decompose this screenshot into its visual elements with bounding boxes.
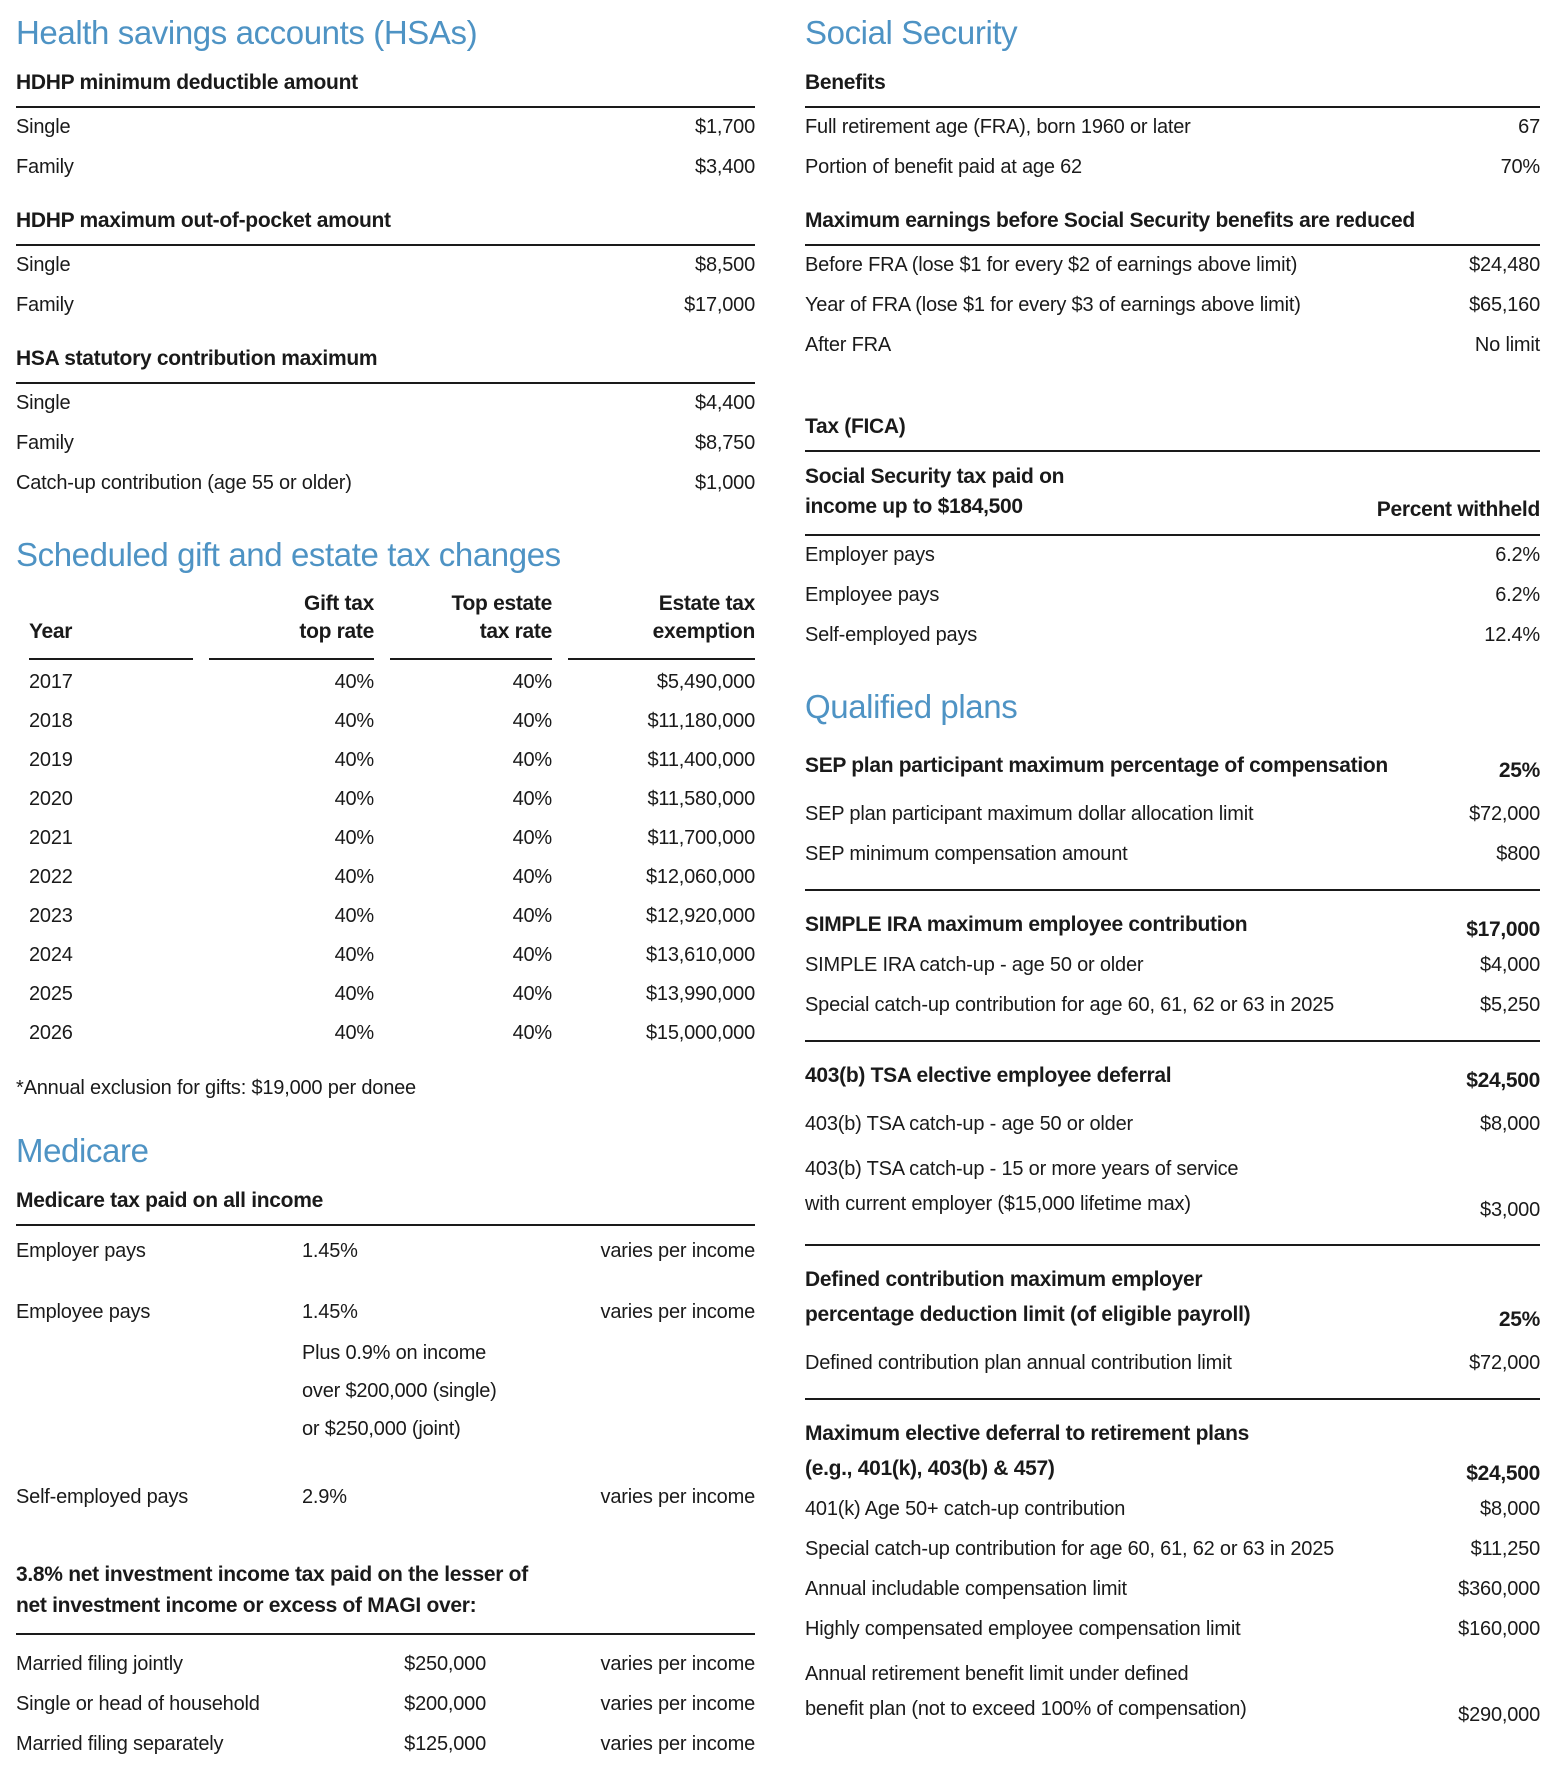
column-header-year: Year: [29, 590, 193, 660]
group-header-row: [805, 1058, 1540, 1093]
row-label: Special catch-up contribution for age 60, 61, 62 or 63 in 2025: [805, 994, 1335, 1016]
row-note: varies per income: [600, 1693, 755, 1715]
group-header-row: [805, 907, 1540, 942]
gift-rate: 40%: [334, 905, 374, 927]
table-row: [29, 660, 755, 702]
hsa-group-statutory: [16, 346, 755, 504]
hsa-group-heading: HDHP minimum deductible amount: [16, 70, 755, 108]
hsa-group-heading: HSA statutory contribution maximum: [16, 346, 755, 384]
table-row: [805, 616, 1540, 656]
hsa-section-title: Health savings accounts (HSAs): [16, 14, 478, 51]
group-rows: [805, 795, 1540, 875]
table-row: [29, 780, 755, 819]
group-rows: [805, 946, 1540, 1026]
table-row: [16, 246, 755, 286]
rate-value: 1.45%: [302, 1240, 358, 1262]
group-header-label: Maximum elective deferral to retirement plans (e.g., 401(k), 403(b) & 457): [805, 1422, 1249, 1480]
exemption: $5,490,000: [656, 671, 755, 693]
table-row: [29, 1014, 755, 1053]
hsa-group-hdhp-max: [16, 208, 755, 326]
row-label: Portion of benefit paid at age 62: [805, 156, 1082, 178]
row-note: varies per income: [600, 1486, 755, 1508]
row-label: Annual includable compensation limit: [805, 1578, 1127, 1600]
row-label: Highly compensated employee compensation limit: [805, 1618, 1241, 1640]
table-row: [16, 1725, 755, 1765]
row-value: $72,000: [1469, 1352, 1540, 1374]
row-label: Employee pays: [16, 1301, 151, 1323]
row-value: 6.2%: [1495, 544, 1540, 566]
gift-rate: 40%: [334, 827, 374, 849]
table-row: [805, 108, 1540, 148]
year: 2024: [29, 944, 73, 966]
qp-group-403b: [805, 1040, 1540, 1230]
row-label: Single: [16, 392, 71, 414]
row-value: $3,000: [1480, 1199, 1540, 1221]
row-value: $4,000: [1480, 954, 1540, 976]
year: 2017: [29, 671, 73, 693]
estate-rate: 40%: [512, 788, 552, 810]
row-label: Employer pays: [16, 1240, 146, 1262]
row-value: $8,000: [1480, 1113, 1540, 1135]
table-row: [29, 975, 755, 1014]
medicare-subtitle: Medicare tax paid on all income: [16, 1188, 755, 1226]
table-row: [16, 108, 755, 148]
exemption: $11,400,000: [647, 749, 755, 771]
table-row: [29, 897, 755, 936]
row-label: Family: [16, 294, 74, 316]
table-row: [16, 1226, 755, 1287]
row-value: 67: [1518, 116, 1540, 138]
table-row: [805, 286, 1540, 326]
gift-rate: 40%: [334, 866, 374, 888]
left-column: [16, 12, 755, 1765]
estate-rate: 40%: [512, 944, 552, 966]
row-value: $1,000: [695, 472, 755, 494]
niit-table: [16, 1645, 755, 1765]
row-value: $8,500: [695, 254, 755, 276]
exemption: $12,920,000: [645, 905, 755, 927]
table-row: [805, 1530, 1540, 1570]
fica-column-value: Percent withheld: [1376, 498, 1540, 521]
hsa-group-hdhp-min: [16, 70, 755, 188]
group-header-value: $17,000: [1466, 918, 1540, 941]
qp-group-sep: [805, 748, 1540, 875]
table-row: [805, 1650, 1540, 1735]
exemption: $13,990,000: [645, 983, 755, 1005]
row-value: $360,000: [1458, 1578, 1540, 1600]
fica-table-header: [805, 452, 1540, 536]
year: 2021: [29, 827, 73, 849]
row-label: SEP plan participant maximum dollar allocation limit: [805, 803, 1254, 825]
year: 2022: [29, 866, 73, 888]
year: 2019: [29, 749, 73, 771]
row-label: Annual retirement benefit limit under defined benefit plan (not to exceed 100% of compensation): [805, 1663, 1247, 1720]
row-label: 403(b) TSA catch-up - age 50 or older: [805, 1113, 1133, 1135]
gift-exclusion-footnote: *Annual exclusion for gifts: $19,000 per donee: [16, 1077, 416, 1099]
row-label: SIMPLE IRA catch-up - age 50 or older: [805, 954, 1144, 976]
group-header-label: SEP plan participant maximum percentage of compensation: [805, 754, 1388, 777]
surtax-note: Plus 0.9% on income over $200,000 (single) or $250,000 (joint): [302, 1342, 497, 1440]
year: 2025: [29, 983, 73, 1005]
estate-rate: 40%: [512, 827, 552, 849]
table-row: [16, 384, 755, 424]
row-label: Full retirement age (FRA), born 1960 or later: [805, 116, 1191, 138]
column-header-estate-rate: Top estate tax rate: [390, 590, 552, 660]
group-rows: [805, 1105, 1540, 1230]
table-row: [805, 986, 1540, 1026]
year: 2023: [29, 905, 73, 927]
estate-rate: 40%: [512, 983, 552, 1005]
table-row: [805, 326, 1540, 366]
row-value: $5,250: [1480, 994, 1540, 1016]
row-label: Family: [16, 156, 74, 178]
row-label: Catch-up contribution (age 55 or older): [16, 472, 352, 494]
table-row: [805, 1490, 1540, 1530]
gift-estate-table: [29, 590, 755, 1053]
row-value: $24,480: [1469, 254, 1540, 276]
row-note: varies per income: [600, 1240, 755, 1262]
row-label: Before FRA (lose $1 for every $2 of earnings above limit): [805, 254, 1298, 276]
group-header-value: 25%: [1498, 759, 1540, 782]
qp-group-simple-ira: [805, 889, 1540, 1026]
row-label: Special catch-up contribution for age 60, 61, 62 or 63 in 2025: [805, 1538, 1335, 1560]
exemption: $11,180,000: [647, 710, 755, 732]
table-row: [16, 1645, 755, 1685]
right-column: [805, 12, 1540, 1765]
row-label: Married filing separately: [16, 1733, 224, 1755]
row-value: $4,400: [695, 392, 755, 414]
table-row: [805, 246, 1540, 286]
fica-column-label: Social Security tax paid on income up to $184,500: [805, 465, 1065, 518]
threshold-value: $250,000: [404, 1653, 486, 1675]
estate-rate: 40%: [512, 866, 552, 888]
table-row: [29, 702, 755, 741]
group-header-label: Defined contribution maximum employer percentage deduction limit (of eligible payroll): [805, 1268, 1251, 1326]
group-rows: [805, 1344, 1540, 1384]
row-label: Family: [16, 432, 74, 454]
gift-estate-table-header: [29, 590, 755, 660]
max-earnings-heading: Maximum earnings before Social Security benefits are reduced: [805, 208, 1540, 246]
estate-rate: 40%: [512, 671, 552, 693]
fica-heading: Tax (FICA): [805, 414, 1540, 452]
row-label: Self-employed pays: [16, 1486, 189, 1508]
table-row: [805, 1610, 1540, 1650]
row-label: Married filing jointly: [16, 1653, 183, 1675]
gift-rate: 40%: [334, 671, 374, 693]
table-row: [805, 576, 1540, 616]
exemption: $11,700,000: [647, 827, 755, 849]
table-row: [805, 1344, 1540, 1384]
row-value: $3,400: [695, 156, 755, 178]
row-note: varies per income: [600, 1733, 755, 1755]
row-value: $8,000: [1480, 1498, 1540, 1520]
group-rows: [805, 1490, 1540, 1735]
rate-value: 1.45%: [302, 1301, 358, 1323]
gift-rate: 40%: [334, 749, 374, 771]
table-row: [29, 936, 755, 975]
table-row: [16, 148, 755, 188]
estate-rate: 40%: [512, 710, 552, 732]
table-row: [29, 819, 755, 858]
row-label: Single: [16, 254, 71, 276]
gift-rate: 40%: [334, 788, 374, 810]
table-row: [805, 536, 1540, 576]
group-header-value: $24,500: [1466, 1462, 1540, 1485]
row-value: $8,750: [695, 432, 755, 454]
year: 2026: [29, 1022, 73, 1044]
threshold-value: $125,000: [404, 1733, 486, 1755]
table-row: [16, 286, 755, 326]
gift-rate: 40%: [334, 710, 374, 732]
year: 2018: [29, 710, 73, 732]
row-value: $11,250: [1470, 1538, 1540, 1560]
row-value: No limit: [1474, 334, 1540, 356]
niit-heading: 3.8% net investment income tax paid on the lesser of net investment income or excess of MAGI over:: [16, 1559, 755, 1635]
group-header-label: SIMPLE IRA maximum employee contribution: [805, 913, 1248, 936]
group-header-row: [805, 1262, 1540, 1332]
row-label: Single: [16, 116, 71, 138]
row-label: 401(k) Age 50+ catch-up contribution: [805, 1498, 1126, 1520]
column-header-exemption: Estate tax exemption: [568, 590, 755, 660]
row-value: 12.4%: [1484, 624, 1540, 646]
table-row: [805, 835, 1540, 875]
row-label: Defined contribution plan annual contribution limit: [805, 1352, 1232, 1374]
table-row: [805, 1570, 1540, 1610]
exemption: $13,610,000: [645, 944, 755, 966]
row-value: $65,160: [1469, 294, 1540, 316]
row-value: 70%: [1500, 156, 1540, 178]
exemption: $11,580,000: [647, 788, 755, 810]
medicare-section-title: Medicare: [16, 1132, 149, 1169]
row-value: $72,000: [1469, 803, 1540, 825]
year: 2020: [29, 788, 73, 810]
table-row: [805, 795, 1540, 835]
social-security-section-title: Social Security: [805, 14, 1018, 51]
group-header-row: [805, 748, 1540, 783]
column-header-gift-rate: Gift tax top rate: [209, 590, 374, 660]
table-row: [805, 148, 1540, 188]
row-value: $160,000: [1458, 1618, 1540, 1640]
benefits-heading: Benefits: [805, 70, 1540, 108]
row-label: Employee pays: [805, 584, 940, 606]
row-value: $17,000: [684, 294, 755, 316]
group-header-row: [805, 1416, 1540, 1486]
row-value: $1,700: [695, 116, 755, 138]
gift-rate: 40%: [334, 1022, 374, 1044]
table-row: [805, 1105, 1540, 1145]
row-value: $800: [1496, 843, 1540, 865]
row-label: Year of FRA (lose $1 for every $3 of earnings above limit): [805, 294, 1301, 316]
row-label: 403(b) TSA catch-up - 15 or more years of service with current employer ($15,000 lifetime max): [805, 1158, 1239, 1215]
row-note: varies per income: [600, 1653, 755, 1675]
table-row: [16, 1472, 755, 1533]
gift-estate-section-title: Scheduled gift and estate tax changes: [16, 536, 561, 573]
group-header-value: $24,500: [1466, 1069, 1540, 1092]
row-label: SEP minimum compensation amount: [805, 843, 1128, 865]
group-header-value: 25%: [1498, 1308, 1540, 1331]
hsa-group-heading: HDHP maximum out-of-pocket amount: [16, 208, 755, 246]
row-label: Employer pays: [805, 544, 935, 566]
qualified-plans-section-title: Qualified plans: [805, 688, 1018, 725]
table-row: [805, 1145, 1540, 1230]
table-row: [16, 424, 755, 464]
table-row: [16, 464, 755, 504]
table-row: [29, 741, 755, 780]
estate-rate: 40%: [512, 749, 552, 771]
row-label: After FRA: [805, 334, 891, 356]
qp-group-defined-contribution: [805, 1244, 1540, 1384]
gift-rate: 40%: [334, 983, 374, 1005]
table-row: [805, 946, 1540, 986]
table-row: [16, 1685, 755, 1725]
exemption: $12,060,000: [645, 866, 755, 888]
row-label: Single or head of household: [16, 1693, 260, 1715]
table-row: [29, 858, 755, 897]
row-value: $290,000: [1458, 1704, 1540, 1726]
estate-rate: 40%: [512, 905, 552, 927]
rate-value: 2.9%: [302, 1486, 347, 1508]
exemption: $15,000,000: [645, 1022, 755, 1044]
estate-rate: 40%: [512, 1022, 552, 1044]
table-row: [16, 1287, 755, 1472]
group-header-label: 403(b) TSA elective employee deferral: [805, 1064, 1172, 1087]
row-note: varies per income: [600, 1301, 755, 1323]
threshold-value: $200,000: [404, 1693, 486, 1715]
row-value: 6.2%: [1495, 584, 1540, 606]
qp-group-elective-deferral: [805, 1398, 1540, 1735]
row-label: Self-employed pays: [805, 624, 978, 646]
gift-rate: 40%: [334, 944, 374, 966]
